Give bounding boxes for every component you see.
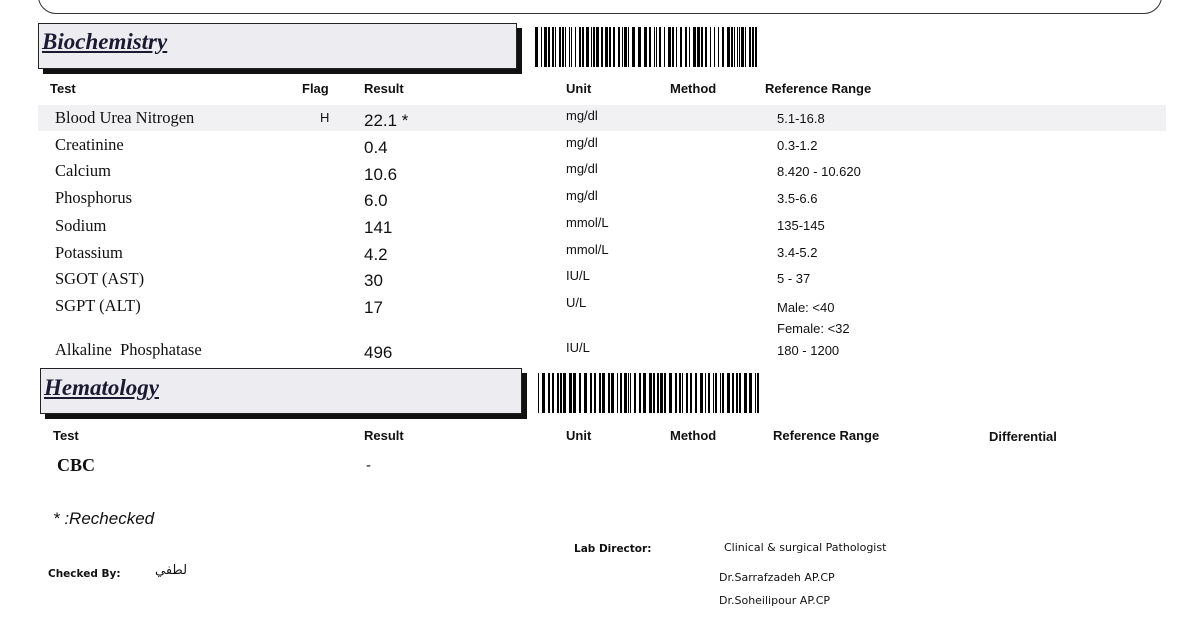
barcode-bar [628,373,629,413]
hem-header-unit: Unit [566,428,592,443]
barcode-bar [701,27,703,67]
barcode-bar [559,27,561,67]
barcode-bar [571,27,572,67]
barcode-bar [668,27,671,67]
barcode-bar [632,27,635,67]
barcode-bar [705,27,707,67]
reference-range: Male: <40 [777,300,835,315]
hematology-title: Hematology [44,375,159,400]
barcode-bar [555,27,556,67]
result-value: 0.4 [364,138,388,157]
barcode-bar [755,27,757,67]
barcode-bar [593,27,595,67]
test-name: Sodium [55,216,107,235]
unit-value: mg/dl [566,188,598,203]
result-value: 496 [364,343,393,362]
bio-header-result: Result [364,81,404,96]
result-value: 6.0 [364,191,388,210]
barcode-bar [757,373,759,413]
barcode-bar [737,27,738,67]
barcode-bar [582,27,584,67]
barcode-bar [535,27,538,67]
barcode-bar [605,27,608,67]
hem-header-method: Method [670,428,717,443]
barcode-bar [643,373,646,413]
test-name: Phosphorus [55,188,133,207]
barcode-bar [609,27,611,67]
biochemistry-title: Biochemistry [42,29,168,54]
barcode-bar [620,373,622,413]
highlighted-row-band [38,105,1166,131]
barcode-bar [579,27,581,67]
barcode-bar [548,27,550,67]
barcode-bar [542,373,545,413]
unit-value: U/L [566,295,587,310]
barcode-bar [634,373,636,413]
barcode-bar [715,373,717,413]
result-value: 30 [364,271,383,290]
barcode-bar [660,373,663,413]
test-name: Blood Urea Nitrogen [55,108,195,127]
hem-header-differential: Differential [989,429,1057,444]
barcode-bar [705,373,706,413]
reference-range: 135-145 [777,218,825,233]
barcode-bar [720,373,721,413]
barcode-bar [608,373,610,413]
reference-range: 3.5-6.6 [777,191,818,206]
barcode-bar [552,27,554,67]
result-value: 10.6 [364,165,398,184]
barcode-bar [538,373,539,413]
reference-range-line2: Female: <32 [777,321,850,336]
barcode-bar [557,373,559,413]
barcode-bar [548,373,550,413]
barcode-bar [710,27,711,67]
barcode-bar [624,27,627,67]
barcode-bar [679,373,681,413]
barcode-bar [611,373,614,413]
barcode-bar [745,27,746,67]
bio-header-test: Test [50,81,76,96]
barcode-bar [749,373,752,413]
barcode-bar [734,27,735,67]
barcode-bar [599,373,601,413]
barcode-bar [693,27,696,67]
barcode-bar [560,373,562,413]
barcode-bar [638,27,641,67]
barcode-bar [669,373,672,413]
barcode-bar [624,373,627,413]
barcode-bar [664,373,666,413]
unit-value: mmol/L [566,215,609,230]
result-value: 141 [364,218,393,237]
checked-by-name: لطفي [155,563,188,578]
unit-value: mg/dl [566,135,598,150]
barcode-bar [676,27,677,67]
barcode-bar [628,27,629,67]
hematology-section-header [40,368,522,414]
barcode-bar [630,373,631,413]
header-frame [38,0,1162,14]
barcode-bar [544,27,547,67]
barcode-bar [565,27,566,67]
bio-header-flag: Flag [302,81,329,96]
hem-header-result: Result [364,428,404,443]
result-value: 4.2 [364,245,388,264]
barcode-bar [573,373,576,413]
barcode-bar [714,27,715,67]
barcode-bar [591,27,592,67]
barcode-bar [718,27,719,67]
barcode-bar [682,373,683,413]
reference-range: 5 - 37 [777,271,811,286]
reference-range: 0.3-1.2 [777,138,818,153]
barcode-bar [541,27,542,67]
barcode-bar [659,27,661,67]
lab-director-label: Lab Director: [574,543,652,555]
flag-value: H [320,110,330,125]
reference-range: 5.1-16.8 [777,111,825,126]
barcode-bar [700,373,703,413]
bio-header-method: Method [670,81,717,96]
barcode-bar [686,373,688,413]
test-name: SGPT (ALT) [55,296,141,315]
checked-by-label: Checked By: [48,568,121,580]
bio-header-reference-range: Reference Range [765,81,872,96]
barcode-bar [622,27,623,67]
barcode-bar [672,27,674,67]
unit-value: IU/L [566,268,590,283]
barcode-bar [644,27,647,67]
barcode-bar [739,373,741,413]
result-value: 17 [364,298,383,317]
barcode-bar [601,27,603,67]
result-value: 22.1 * [364,111,409,130]
barcode-bar [602,373,605,413]
barcode-bar [584,373,587,413]
reference-range: 3.4-5.2 [777,245,818,260]
result-value: - [366,457,371,474]
barcode-bar [697,27,700,67]
barcode-bar [739,27,740,67]
test-name: Calcium [55,161,111,180]
barcode-bar [689,27,690,67]
barcode-bar [653,373,655,413]
barcode-bar [727,27,730,67]
test-name: SGOT (AST) [55,269,145,288]
barcode-bar [594,373,596,413]
hem-header-reference-range: Reference Range [773,428,880,443]
barcode-bar [575,27,576,67]
hem-header-test: Test [53,428,79,443]
barcode-bar [654,27,655,67]
barcode-bar [596,27,599,67]
barcode-bar [680,27,682,67]
barcode-bar [708,373,710,413]
pathologist-title: Clinical & surgical Pathologist [724,541,887,554]
doctor-1: Dr.Sarrafzadeh AP.CP [719,571,835,584]
barcode-bar [579,373,581,413]
barcode-bar [563,373,566,413]
test-name: Alkaline Phosphatase [55,340,202,359]
barcode-bar [736,373,738,413]
unit-value: IU/L [566,340,590,355]
barcode-bar [562,27,564,67]
barcode-bar [649,373,652,413]
barcode-bar [590,373,592,413]
barcode-bar [722,27,724,67]
barcode-bar [664,27,665,67]
barcode-bar [656,27,657,67]
barcode-bar [618,27,620,67]
unit-value: mg/dl [566,161,598,176]
bio-header-unit: Unit [566,81,592,96]
biochemistry-section-header [38,23,517,69]
barcode-bar [752,27,754,67]
test-name: Creatinine [55,135,124,154]
doctor-2: Dr.Soheilipour AP.CP [719,594,831,607]
barcode-bar [744,373,747,413]
barcode-bar [617,373,618,413]
biochemistry-barcode [535,27,759,67]
test-name: CBC [57,455,96,475]
barcode-bar [685,27,687,67]
barcode-bar [690,373,692,413]
reference-range: 8.420 - 10.620 [777,164,861,179]
barcode-bar [586,27,589,67]
barcode-bar [755,373,756,413]
barcode-bar [675,373,677,413]
barcode-bar [639,373,641,413]
barcode-bar [613,27,615,67]
barcode-bar [569,373,572,413]
unit-value: mmol/L [566,242,609,257]
test-name: Potassium [55,243,123,262]
barcode-bar [722,373,724,413]
barcode-bar [727,373,730,413]
barcode-bar [749,27,751,67]
rechecked-note: * :Rechecked [53,509,155,528]
barcode-bar [552,373,554,413]
barcode-bar [713,373,714,413]
barcode-bar [695,373,697,413]
hematology-barcode [538,373,762,413]
barcode-bar [741,27,744,67]
barcode-bar [732,373,734,413]
barcode-bar [649,27,651,67]
barcode-bar [657,373,659,413]
unit-value: mg/dl [566,108,598,123]
barcode-bar [569,27,570,67]
reference-range: 180 - 1200 [777,343,840,358]
barcode-bar [731,27,733,67]
